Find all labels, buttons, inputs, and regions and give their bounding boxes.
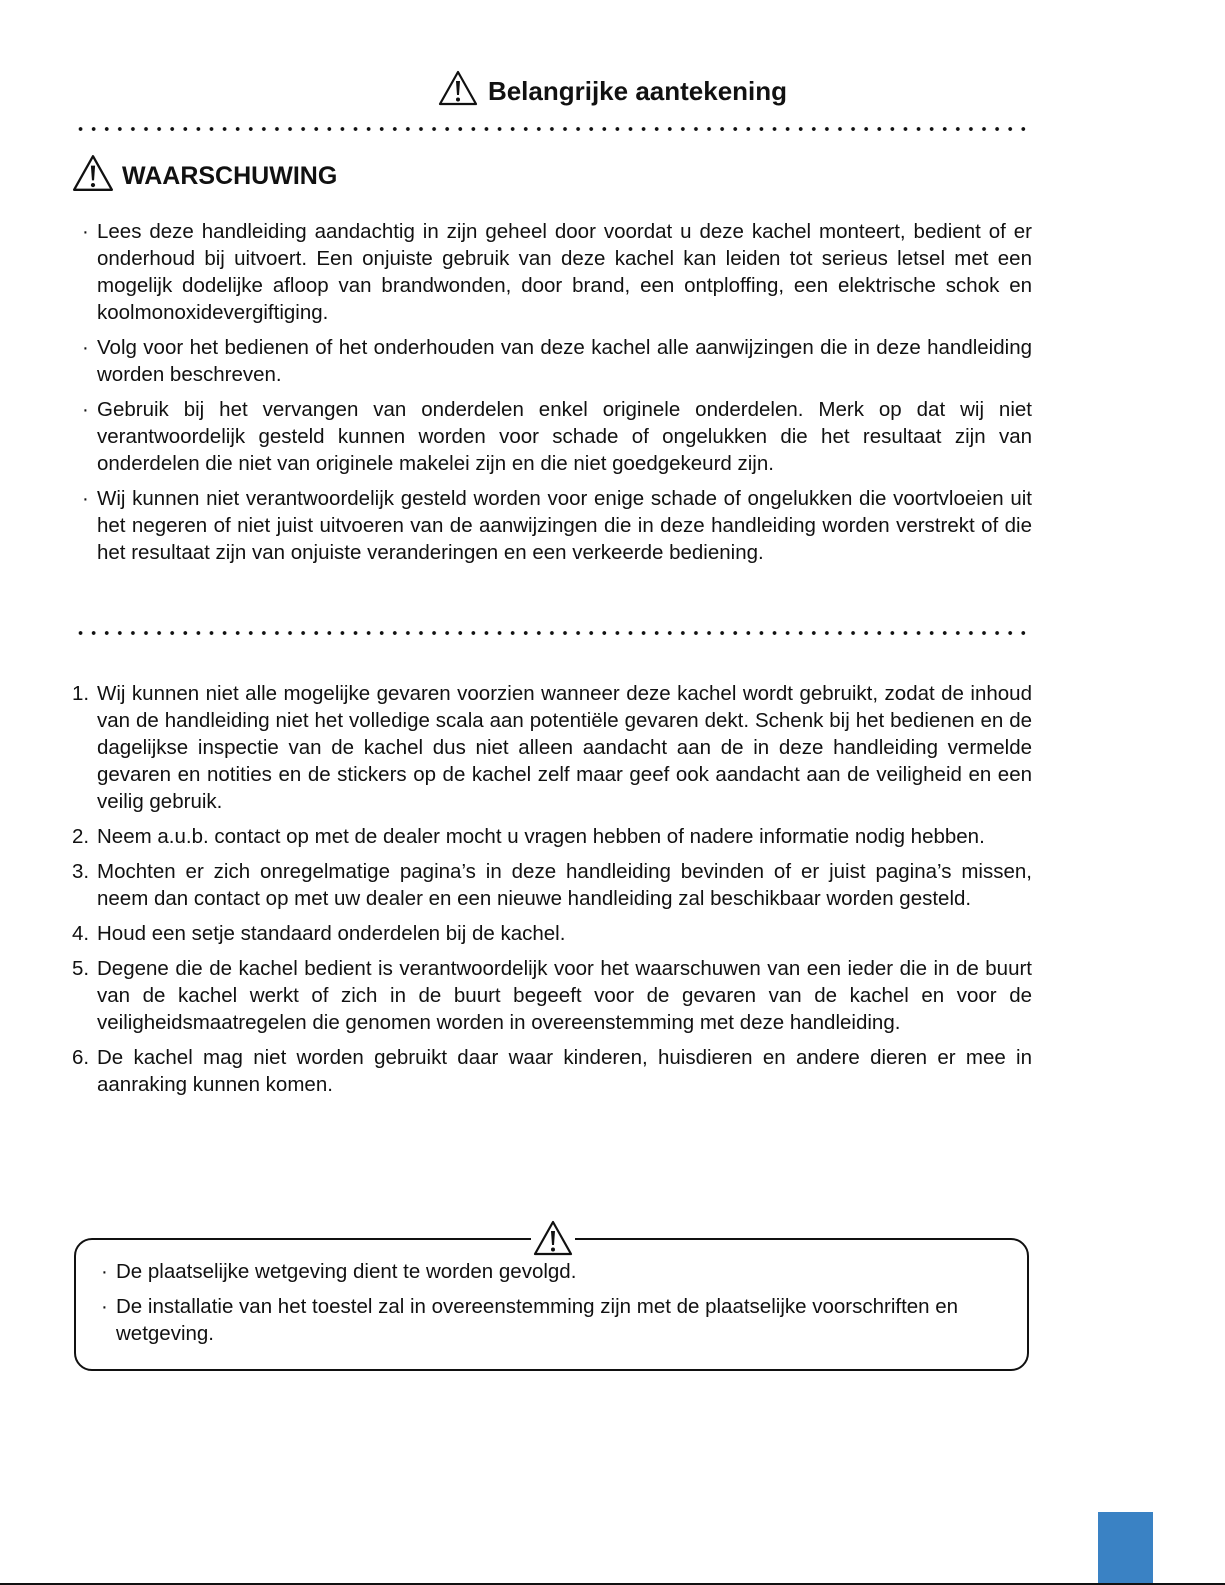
warning-triangle-icon (438, 70, 478, 113)
page-title (0, 70, 1225, 113)
list-item: 6. De kachel mag niet worden gebruikt daar waar kinderen, huisdieren en andere dieren er mee in aanraking kunnen komen. (72, 1046, 1032, 1096)
list-item: · Wij kunnen niet verantwoordelijk gesteld worden voor enige schade of ongelukken die voortvloeien uit het negeren of niet juist uitvoeren van de aanwijzingen die in deze handleiding worden verstrekt of die het resultaat zijn van onjuiste veranderingen en een verkeerde bediening. (82, 487, 1032, 564)
list-item: 3. Mochten er zich onregelmatige pagina’s in deze handleiding bevinden of er juist pagina’s missen, neem dan contact op met uw dealer en een nieuwe handleiding zal beschikbaar worden gesteld. (72, 860, 1032, 910)
notes-list (72, 680, 1032, 1106)
list-item: 4. Houd een setje standaard onderdelen bij de kachel. (72, 922, 566, 945)
warning-triangle-icon (72, 154, 114, 199)
list-item: 2. Neem a.u.b. contact op met de dealer mocht u vragen hebben of nadere informatie nodig hebben. (72, 825, 985, 848)
list-item: · De installatie van het toestel zal in overeenstemming zijn met de plaatselijke voorschriften en wetgeving. (101, 1295, 959, 1345)
warning-heading-text: WAARSCHUWING (122, 162, 338, 190)
page-tab-marker (1098, 1512, 1153, 1585)
list-item: · Gebruik bij het vervangen van onderdelen enkel originele onderdelen. Merk op dat wij niet verantwoordelijk gesteld kunnen worden voor schade of ongelukken die het resultaat zijn van onderdelen die niet van originele makelei zijn en die niet goedgekeurd zijn. (82, 398, 1032, 475)
list-item: · Lees deze handleiding aandachtig in zijn geheel door voordat u deze kachel monteert, bedient of er onderhoud bij uitvoert. Een onjuiste gebruik van deze kachel kan leiden tot serieus letsel met een mogelijk dodelijke afloop van brandwonden, door brand, een ontploffing, een elektrische schok en koolmonoxidevergiftiging. (82, 220, 1032, 324)
notice-list (98, 1258, 998, 1355)
list-item: · De plaatselijke wetgeving dient te worden gevolgd. (101, 1260, 577, 1283)
list-item: · Volg voor het bedienen of het onderhouden van deze kachel alle aanwijzingen die in deze handleiding worden beschreven. (82, 336, 1032, 386)
notice-box (74, 1238, 1029, 1371)
warning-list (72, 218, 1032, 574)
list-item: 1. Wij kunnen niet alle mogelijke gevaren voorzien wanneer deze kachel wordt gebruikt, zodat de inhoud van de handleiding niet het volledige scala aan potentiële gevaren dekt. Schenk bij het bedienen en de dagelijkse inspectie van de kachel dus niet alleen aandacht aan de in deze handleiding vermelde gevaren en notities en de stickers op de kachel zelf maar geef ook aandacht aan de veiligheid en een veilig gebruik. (72, 682, 1032, 813)
list-item: 5. Degene die de kachel bedient is verantwoordelijk voor het waarschuwen van een ieder die in de buurt van de kachel werkt of zich in de buurt begeeft voor de gevaren van de kachel en voor de veiligheidsmaatregelen die genomen worden in overeenstemming met deze handleiding. (72, 957, 1032, 1034)
warning-heading (72, 154, 337, 199)
dotted-divider (74, 126, 1034, 132)
dotted-divider (74, 630, 1034, 636)
warning-triangle-icon (531, 1218, 575, 1258)
page-title-text: Belangrijke aantekening (487, 76, 788, 106)
